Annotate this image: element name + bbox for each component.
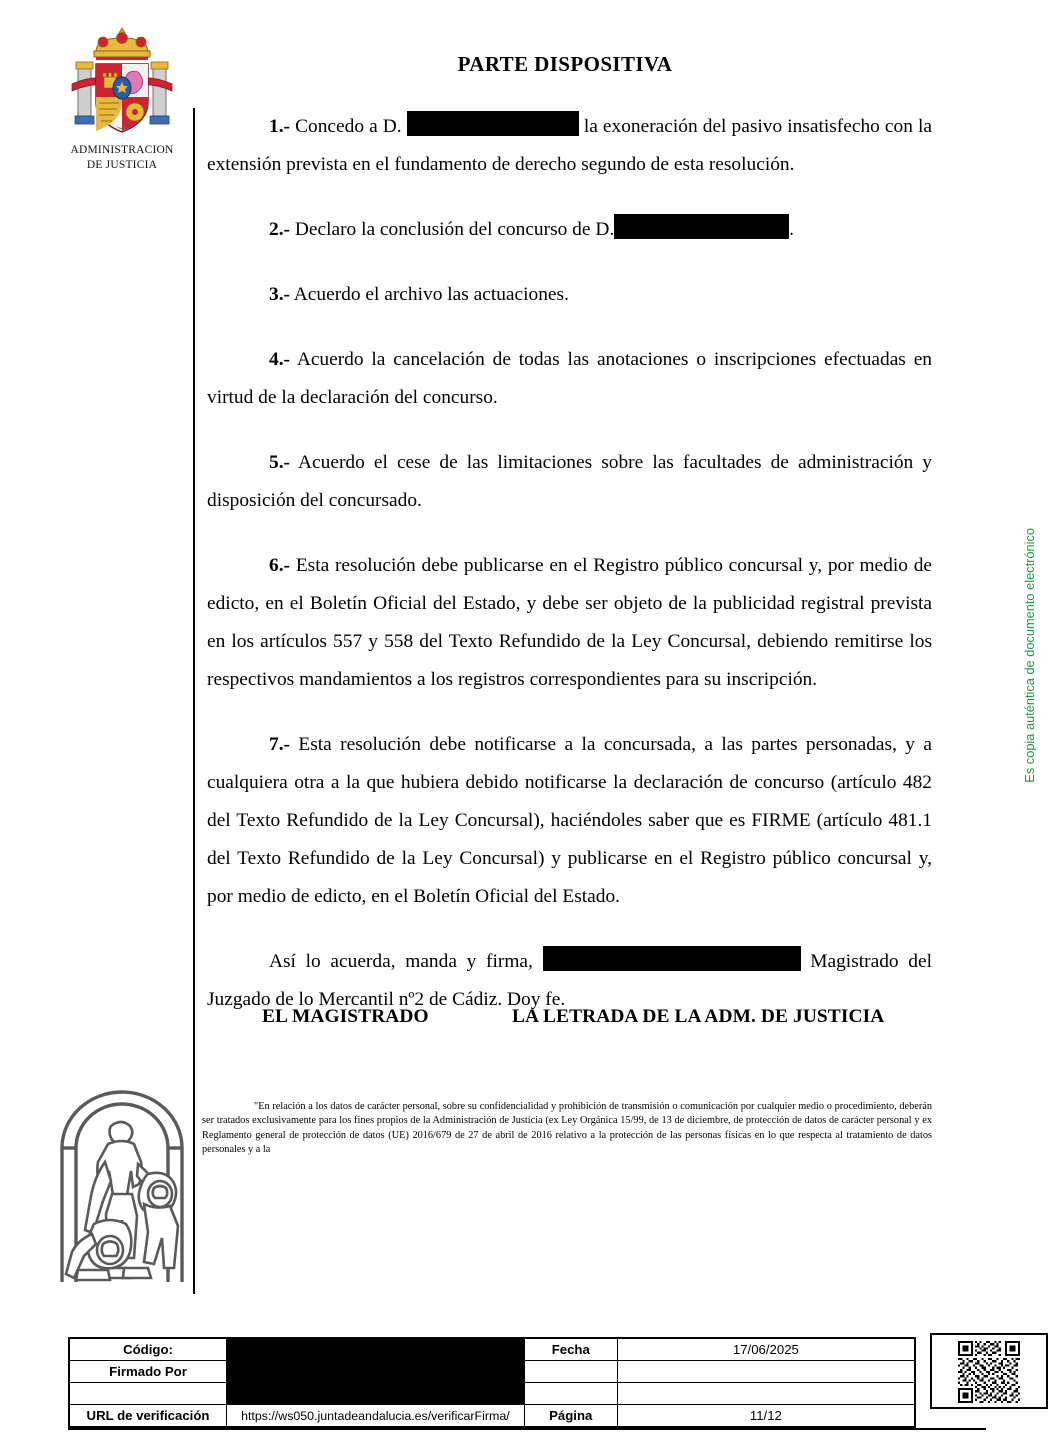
table-row-firmado-por (69, 1361, 915, 1383)
paragraph-2-text-before: Declaro la conclusión del concurso de D. (294, 219, 615, 240)
redaction-bar-signer (543, 946, 801, 971)
closing-text-before: Así lo acuerda, manda y firma, (269, 951, 533, 972)
footer-value-url[interactable]: https://ws050.juntadeandalucia.es/verificarFirma/ (227, 1405, 525, 1428)
footer-value-signer-1b (617, 1361, 915, 1383)
footer-value-firmado-por-redacted (227, 1361, 525, 1383)
paragraph-3-number: 3.- (269, 284, 291, 305)
data-protection-note: "En relación a los datos de carácter personal, sobre su confidencialidad y prohibición de transmisión o comunicación por cualquier medio o procedimiento, deberán ser tratados exclusivamente para los fines propios de la Administración de Justicia (ex Ley Orgánica 15/99, de 13 de diciembre, de protección de datos de carácter personal y ex Reglamento general de protección de datos (UE) 2016/679 de 27 de abril de 2016 relativo a la protección de las personas físicas en lo que respecta al tratamiento de datos personales y a la (202, 1101, 932, 1156)
paragraph-3 (207, 276, 932, 314)
spain-coat-of-arms-icon (62, 24, 182, 142)
footer-value-codigo-redacted (227, 1338, 525, 1361)
paragraph-7 (207, 726, 932, 916)
verification-table (68, 1337, 916, 1428)
footer-label-firmado-por: Firmado Por (69, 1361, 227, 1383)
table-row-codigo (69, 1338, 915, 1361)
paragraph-6-number: 6.- (269, 555, 291, 576)
paragraph-7-text: Esta resolución debe notificarse a la concursada, a las partes personadas, y a cualquiera otra a la que hubiera debido notificarse la declaración de concurso (artículo 482 del Texto Refundido de la Ley Concursal), haciéndoles saber que es FIRME (artículo 481.1 del Texto Refundido de la Ley Concursal) y publicarse en el Registro público concursal y, por medio de edicto, en el Boletín Oficial del Estado. (207, 734, 932, 907)
paragraph-7-number: 7.- (269, 734, 291, 755)
qr-code-container[interactable] (930, 1333, 1048, 1409)
footer-value-signer-2b (617, 1383, 915, 1405)
paragraph-1-text-after: la exoneración del pasivo insatisfecho con la extensión prevista en el fundamento de derecho segundo de esta resolución. (207, 116, 932, 175)
paragraph-5-text: Acuerdo el cese de las limitaciones sobre las facultades de administración y disposición del concursado. (207, 452, 932, 511)
paragraph-6-text: Esta resolución debe publicarse en el Registro público concursal y, por medio de edicto, en el Boletín Oficial del Estado, y debe ser objeto de la publicidad registral prevista en los artículos 557 y 558 del Texto Refundido de la Ley Concursal, debiendo remitirse los respectivos mandamientos a los registros correspondientes para su inscripción. (207, 555, 932, 690)
signature-row (207, 1006, 932, 1028)
paragraph-6 (207, 547, 932, 699)
emblem-caption-line2: DE JUSTICIA (86, 159, 158, 171)
closing-text-after: Magistrado del Juzgado de lo Mercantil nº2 de Cádiz. Doy fe. (207, 951, 932, 1010)
footer-bottom-rule (68, 1428, 986, 1430)
signature-magistrate-label: EL MAGISTRADO (262, 1006, 429, 1027)
footer-value-fecha: 17/06/2025 (617, 1338, 915, 1361)
footer-label-codigo: Código: (69, 1338, 227, 1361)
footer-value-pagina: 11/12 (617, 1405, 915, 1428)
footer-value-signer-2 (524, 1383, 617, 1405)
footer-label-fecha: Fecha (524, 1338, 617, 1361)
table-row-url (69, 1405, 915, 1428)
redaction-bar-name-2 (614, 214, 789, 239)
hercules-lions-emblem-icon (48, 1082, 196, 1290)
document-body (207, 108, 932, 1019)
paragraph-1-number: 1.- (269, 116, 291, 137)
redaction-bar-name-1 (407, 111, 579, 136)
page-title: PARTE DISPOSITIVA (457, 52, 673, 76)
electronic-copy-stamp: Es copia auténtica de documento electrónico (1022, 528, 1037, 783)
verification-footer (68, 1337, 986, 1423)
footer-value-signer-1 (524, 1361, 617, 1383)
spain-coat-of-arms-block (52, 24, 192, 172)
signature-clerk-label: LA LETRADA DE LA ADM. DE JUSTICIA (512, 1006, 885, 1027)
paragraph-2-number: 2.- (269, 219, 291, 240)
paragraph-4 (207, 341, 932, 417)
table-row-firmado-por-2 (69, 1383, 915, 1405)
qr-code[interactable] (958, 1341, 1020, 1403)
emblem-caption-line1: ADMINISTRACION (70, 144, 174, 156)
footer-label-url: URL de verificación (69, 1405, 227, 1428)
footer-label-blank (69, 1383, 227, 1405)
footer-label-pagina: Página (524, 1405, 617, 1428)
paragraph-3-text: Acuerdo el archivo las actuaciones. (293, 284, 569, 305)
paragraph-4-text: Acuerdo la cancelación de todas las anotaciones o inscripciones efectuadas en virtud de la declaración del concurso. (207, 349, 933, 408)
paragraph-2 (207, 211, 932, 249)
paragraph-1-text-before: Concedo a D. (295, 116, 402, 137)
paragraph-2-text-after: . (789, 219, 795, 240)
paragraph-4-number: 4.- (269, 349, 291, 370)
paragraph-5-number: 5.- (269, 452, 291, 473)
paragraph-5 (207, 444, 932, 520)
footer-value-firmado-por-2-redacted (227, 1383, 525, 1405)
paragraph-1 (207, 108, 932, 184)
